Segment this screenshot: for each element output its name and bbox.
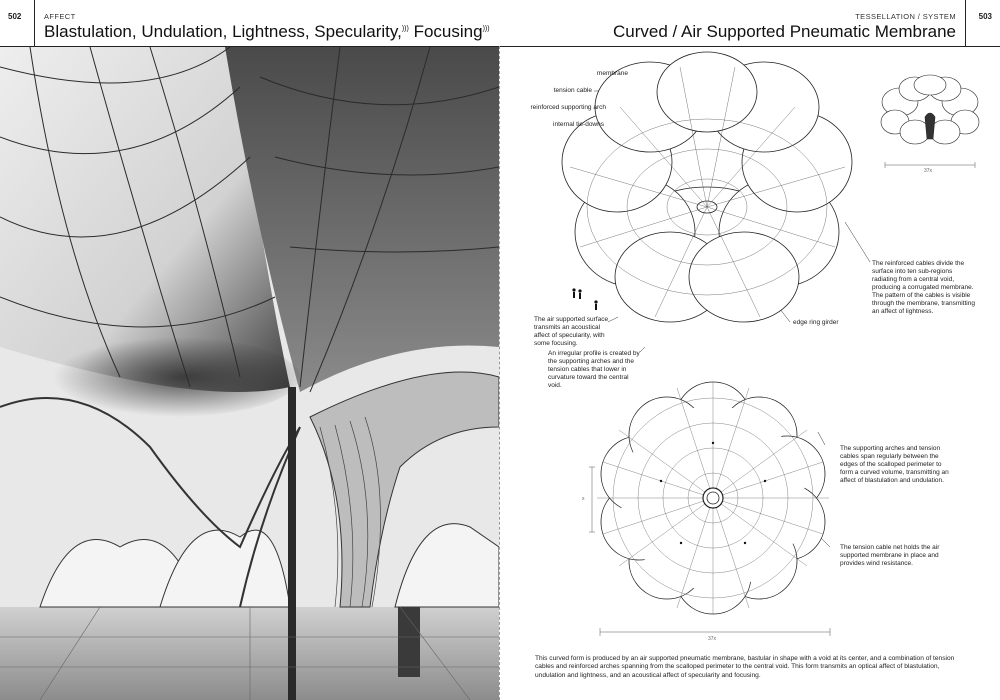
right-page-title: Curved / Air Supported Pneumatic Membrane [612,22,956,41]
right-page-header [500,0,1000,47]
header-divider [965,0,966,46]
scale-plan-side: x [582,496,585,502]
label-membrane: membrane [596,70,628,77]
left-page-number: 502 [8,12,22,21]
perspective-membrane [562,52,852,322]
title-main: Blastulation, Undulation, Lightness, Specularity, [44,22,402,41]
scale-plan-bottom: 37x [708,636,717,642]
sound-wave-icon: ))) [401,25,409,33]
note-supporting-arches: The supporting arches and tension cables span regularly between the edges of the scalloped perimeter to form a curved volume, transmitting an affect of blastulation and undulation. [840,445,949,484]
title-end: Focusing [413,22,483,41]
thumbnail-membrane [881,75,979,144]
diagram-area [500,47,1000,700]
label-internal-tie-downs: internal tie-downs [553,121,604,128]
label-edge-ring-girder: edge ring girder [793,319,839,326]
plan-membrane [597,382,829,614]
right-page-number: 503 [978,12,992,21]
person-figure-icon [572,288,597,310]
label-reinforced-arch: reinforced supporting arch [530,104,606,111]
left-section-label: AFFECT [44,12,76,21]
left-page-header [0,0,499,47]
note-tension-net: The tension cable net holds the air supported membrane in place and provides wind resistance. [840,544,940,567]
note-reinforced-cables: The reinforced cables divide the surface into ten sub-regions radiating from a central void, producing a corrugated membrane. The pattern of the cables is visible through the membrane, transmitting an affect of lightness. [872,260,975,315]
interior-rendering [0,47,499,700]
header-divider [34,0,35,46]
label-tension-cable: tension cable [553,87,592,94]
note-irregular-profile: An irregular profile is created by the supporting arches and the tension cables that lower in curvature toward the central void. [548,350,640,389]
figure-caption: This curved form is produced by an air supported pneumatic membrane, bastular in shape with a void at its center, and a combination of tension cables and reinforced arches spanning from the scalloped perimeter to the central void. This form transmits an optical affect of blastulation, undulation and lightness, and an acoustical affect of specularity and focusing. [535,655,955,679]
note-air-supported: The air supported surface transmits an acoustical affect of specularity, with some focusing. [534,316,609,347]
scale-thumb: 37x [924,168,933,174]
right-section-label: TESSELLATION / SYSTEM [855,12,956,21]
left-page-title [44,22,490,42]
sound-wave-icon: ))) [482,25,490,33]
